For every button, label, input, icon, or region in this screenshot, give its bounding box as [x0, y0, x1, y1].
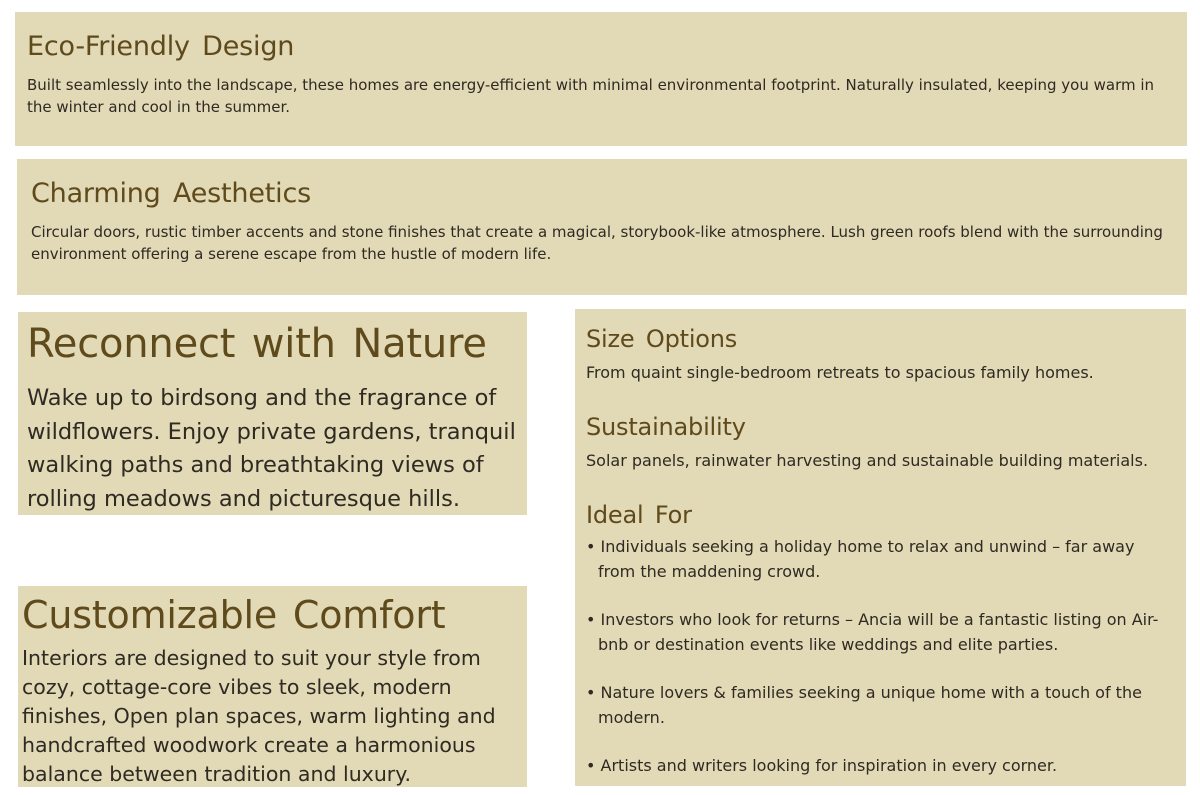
eco-friendly-design-text: Built seamlessly into the landscape, these homes are energy-efficient with minimal environmental footprint. Naturally insulated, keeping you warm in the winter and cool in the summer.	[27, 76, 1155, 116]
details-panel	[575, 309, 1186, 786]
ideal-for-title: Ideal For	[586, 501, 692, 529]
ideal-for-item: • Artists and writers looking for inspiration in every corner.	[586, 754, 1175, 779]
charming-aesthetics-panel	[17, 159, 1187, 295]
ideal-for-section	[586, 499, 1175, 779]
ideal-for-item: • Nature lovers & families seeking a unique home with a touch of the modern.	[586, 681, 1175, 730]
reconnect-with-nature-panel	[18, 312, 527, 515]
eco-friendly-design-title: Eco-Friendly Design	[27, 31, 295, 62]
charming-aesthetics-title: Charming Aesthetics	[31, 178, 311, 209]
sustainability-section	[586, 411, 1175, 473]
size-options-title: Size Options	[586, 325, 738, 353]
customizable-comfort-text: Interiors are designed to suit your style from cozy, cottage-core vibes to sleek, modern finishes, Open plan spaces, warm lighting and handcrafted woodwork create a harmonious balance between tradition and luxury.	[22, 646, 496, 786]
size-options-section	[586, 323, 1175, 385]
size-options-text: From quaint single-bedroom retreats to spacious family homes.	[586, 363, 1094, 382]
customizable-comfort-title: Customizable Comfort	[22, 593, 446, 637]
ideal-for-item: • Individuals seeking a holiday home to relax and unwind – far away from the maddening crowd.	[586, 535, 1175, 584]
eco-friendly-design-panel	[15, 12, 1187, 146]
customizable-comfort-panel	[18, 586, 527, 787]
ideal-for-item: • Investors who look for returns – Ancia will be a fantastic listing on Air-bnb or destination events like weddings and elite parties.	[586, 608, 1175, 657]
charming-aesthetics-text: Circular doors, rustic timber accents and stone finishes that create a magical, storybook-like atmosphere. Lush green roofs blend with the surrounding environment offering a serene escape from the hustle of modern life.	[31, 223, 1163, 263]
reconnect-with-nature-title: Reconnect with Nature	[27, 321, 487, 367]
reconnect-with-nature-text: Wake up to birdsong and the fragrance of wildflowers. Enjoy private gardens, tranquil walking paths and breathtaking views of rolling meadows and picturesque hills.	[27, 385, 516, 512]
sustainability-text: Solar panels, rainwater harvesting and sustainable building materials.	[586, 451, 1149, 470]
sustainability-title: Sustainability	[586, 413, 746, 441]
ideal-for-list	[586, 535, 1175, 779]
